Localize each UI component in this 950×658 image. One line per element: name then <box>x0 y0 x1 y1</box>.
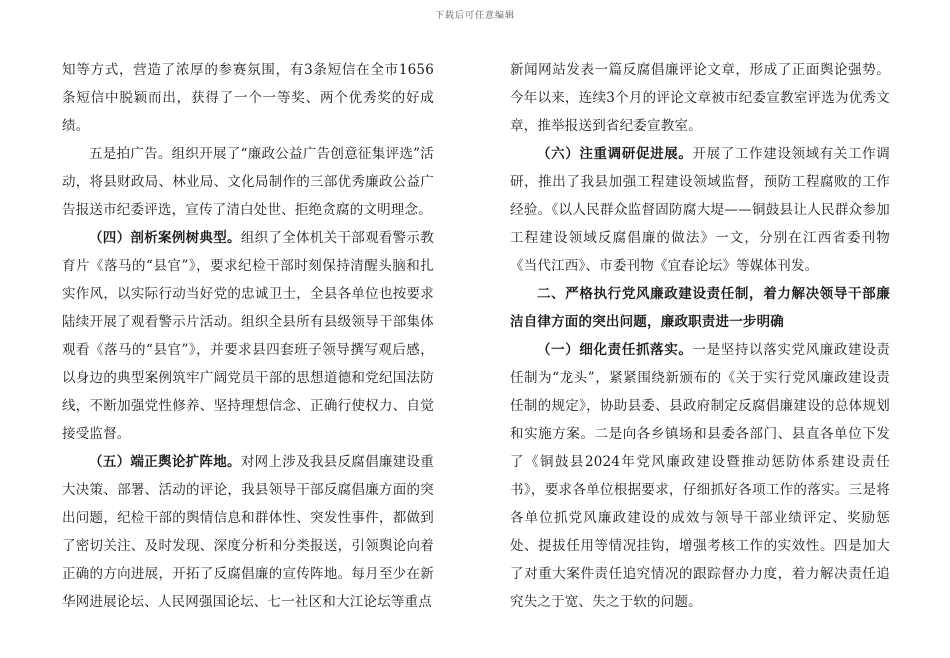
right-column <box>510 56 890 616</box>
subheading-responsibility: （一）细化责任抓落实。 <box>537 342 693 358</box>
body-responsibility: 一是坚持以落实党风廉政建设责任制为“龙头”，紧紧围绕新颁布的《关于实行党风廉政建设责任制的规定》，协助县委、县政府制定反腐倡廉建设的总体规划和实施方案。二是向各乡镇场和县委各部门、县直各单位下发了《铜鼓县2024年党风廉政建设暨推动惩防体系建设责任书》，要求各单位根据要求，仔细抓好各项工作的落实。三是将各单位抓党风廉政建设的成效与领导干部业绩评定、奖励惩处、提拔任用等情况挂钩，增强考核工作的实效性。四是加大了对重大案件责任追究情况的跟踪督办力度，着力解决责任追究失之于宽、失之于软的问题。 <box>510 342 890 610</box>
paragraph-public-opinion <box>62 448 434 616</box>
subheading-research: （六）注重调研促进展。 <box>537 146 693 162</box>
body-case-study: 组织了全体机关干部观看警示教育片《落马的“县官”》，要求纪检干部时刻保持清醒头脑和扎实作风，以实际行动当好党的忠诚卫士，全县各单位也按要求陆续开展了观看警示片活动。组织全县所有县级领导干部集体观看《落马的“县官”》，并要求县四套班子领导撰写观后感，以身边的典型案例筑牢广阔党员干部的思想道德和党纪国法防线，不断加强党性修养、坚持理想信念、正确行使权力、自觉接受监督。 <box>62 230 434 442</box>
paragraph-commentary: 新闻网站发表一篇反腐倡廉评论文章，形成了正面舆论强势。今年以来，连续3个月的评论文章被市纪委宣教室评选为优秀文章，推举报送到省纪委宣教室。 <box>510 62 890 134</box>
paragraph-ad-campaign: 五是拍广告。组织开展了“廉政公益广告创意征集评选”活动，将县财政局、林业局、文化局制作的三部优秀廉政公益广告报送市纪委评选，宣传了清白处世、拒绝贪腐的文明理念。 <box>62 146 434 218</box>
paragraph-responsibility <box>510 336 890 616</box>
body-public-opinion: 对网上涉及我县反腐倡廉建设重大决策、部署、活动的评论，我县领导干部反腐倡廉方面的突出问题，纪检干部的舆情信息和群体性、突发性事件，都做到了密切关注、及时发现、深度分析和分类报送，引领舆论向着正确的方向进展，开拓了反腐倡廉的宣传阵地。每月至少在新华网进展论坛、人民网强国论坛、七一社区和大江论坛等重点 <box>62 454 434 610</box>
paragraph-sms-contest: 知等方式，营造了浓厚的参赛氛围，有3条短信在全市1656条短信中脱颖而出，获得了一个一等奖、两个优秀奖的好成绩。 <box>62 62 434 134</box>
paragraph-research <box>510 140 890 280</box>
subheading-public-opinion: （五）端正舆论扩阵地。 <box>89 454 241 470</box>
section-heading-responsibility: 二、严格执行党风廉政建设责任制，着力解决领导干部廉洁自律方面的突出问题，廉政职责进一步明确 <box>510 286 890 330</box>
paragraph-case-study <box>62 224 434 448</box>
subheading-case-study: （四）剖析案例树典型。 <box>89 230 241 246</box>
body-research: 开展了工作建设领域有关工作调研，推出了我县加强工程建设领域监督，预防工程腐败的工作经验。《以人民群众监督固防腐大堤——铜鼓县让人民群众参加工程建设领域反腐倡廉的做法》一文，分别在江西省委刊物《当代江西》、市委刊物《宜春论坛》等媒体刊发。 <box>510 146 890 274</box>
left-column <box>62 56 434 616</box>
page-header-note: 下载后可任意编辑 <box>434 11 515 21</box>
